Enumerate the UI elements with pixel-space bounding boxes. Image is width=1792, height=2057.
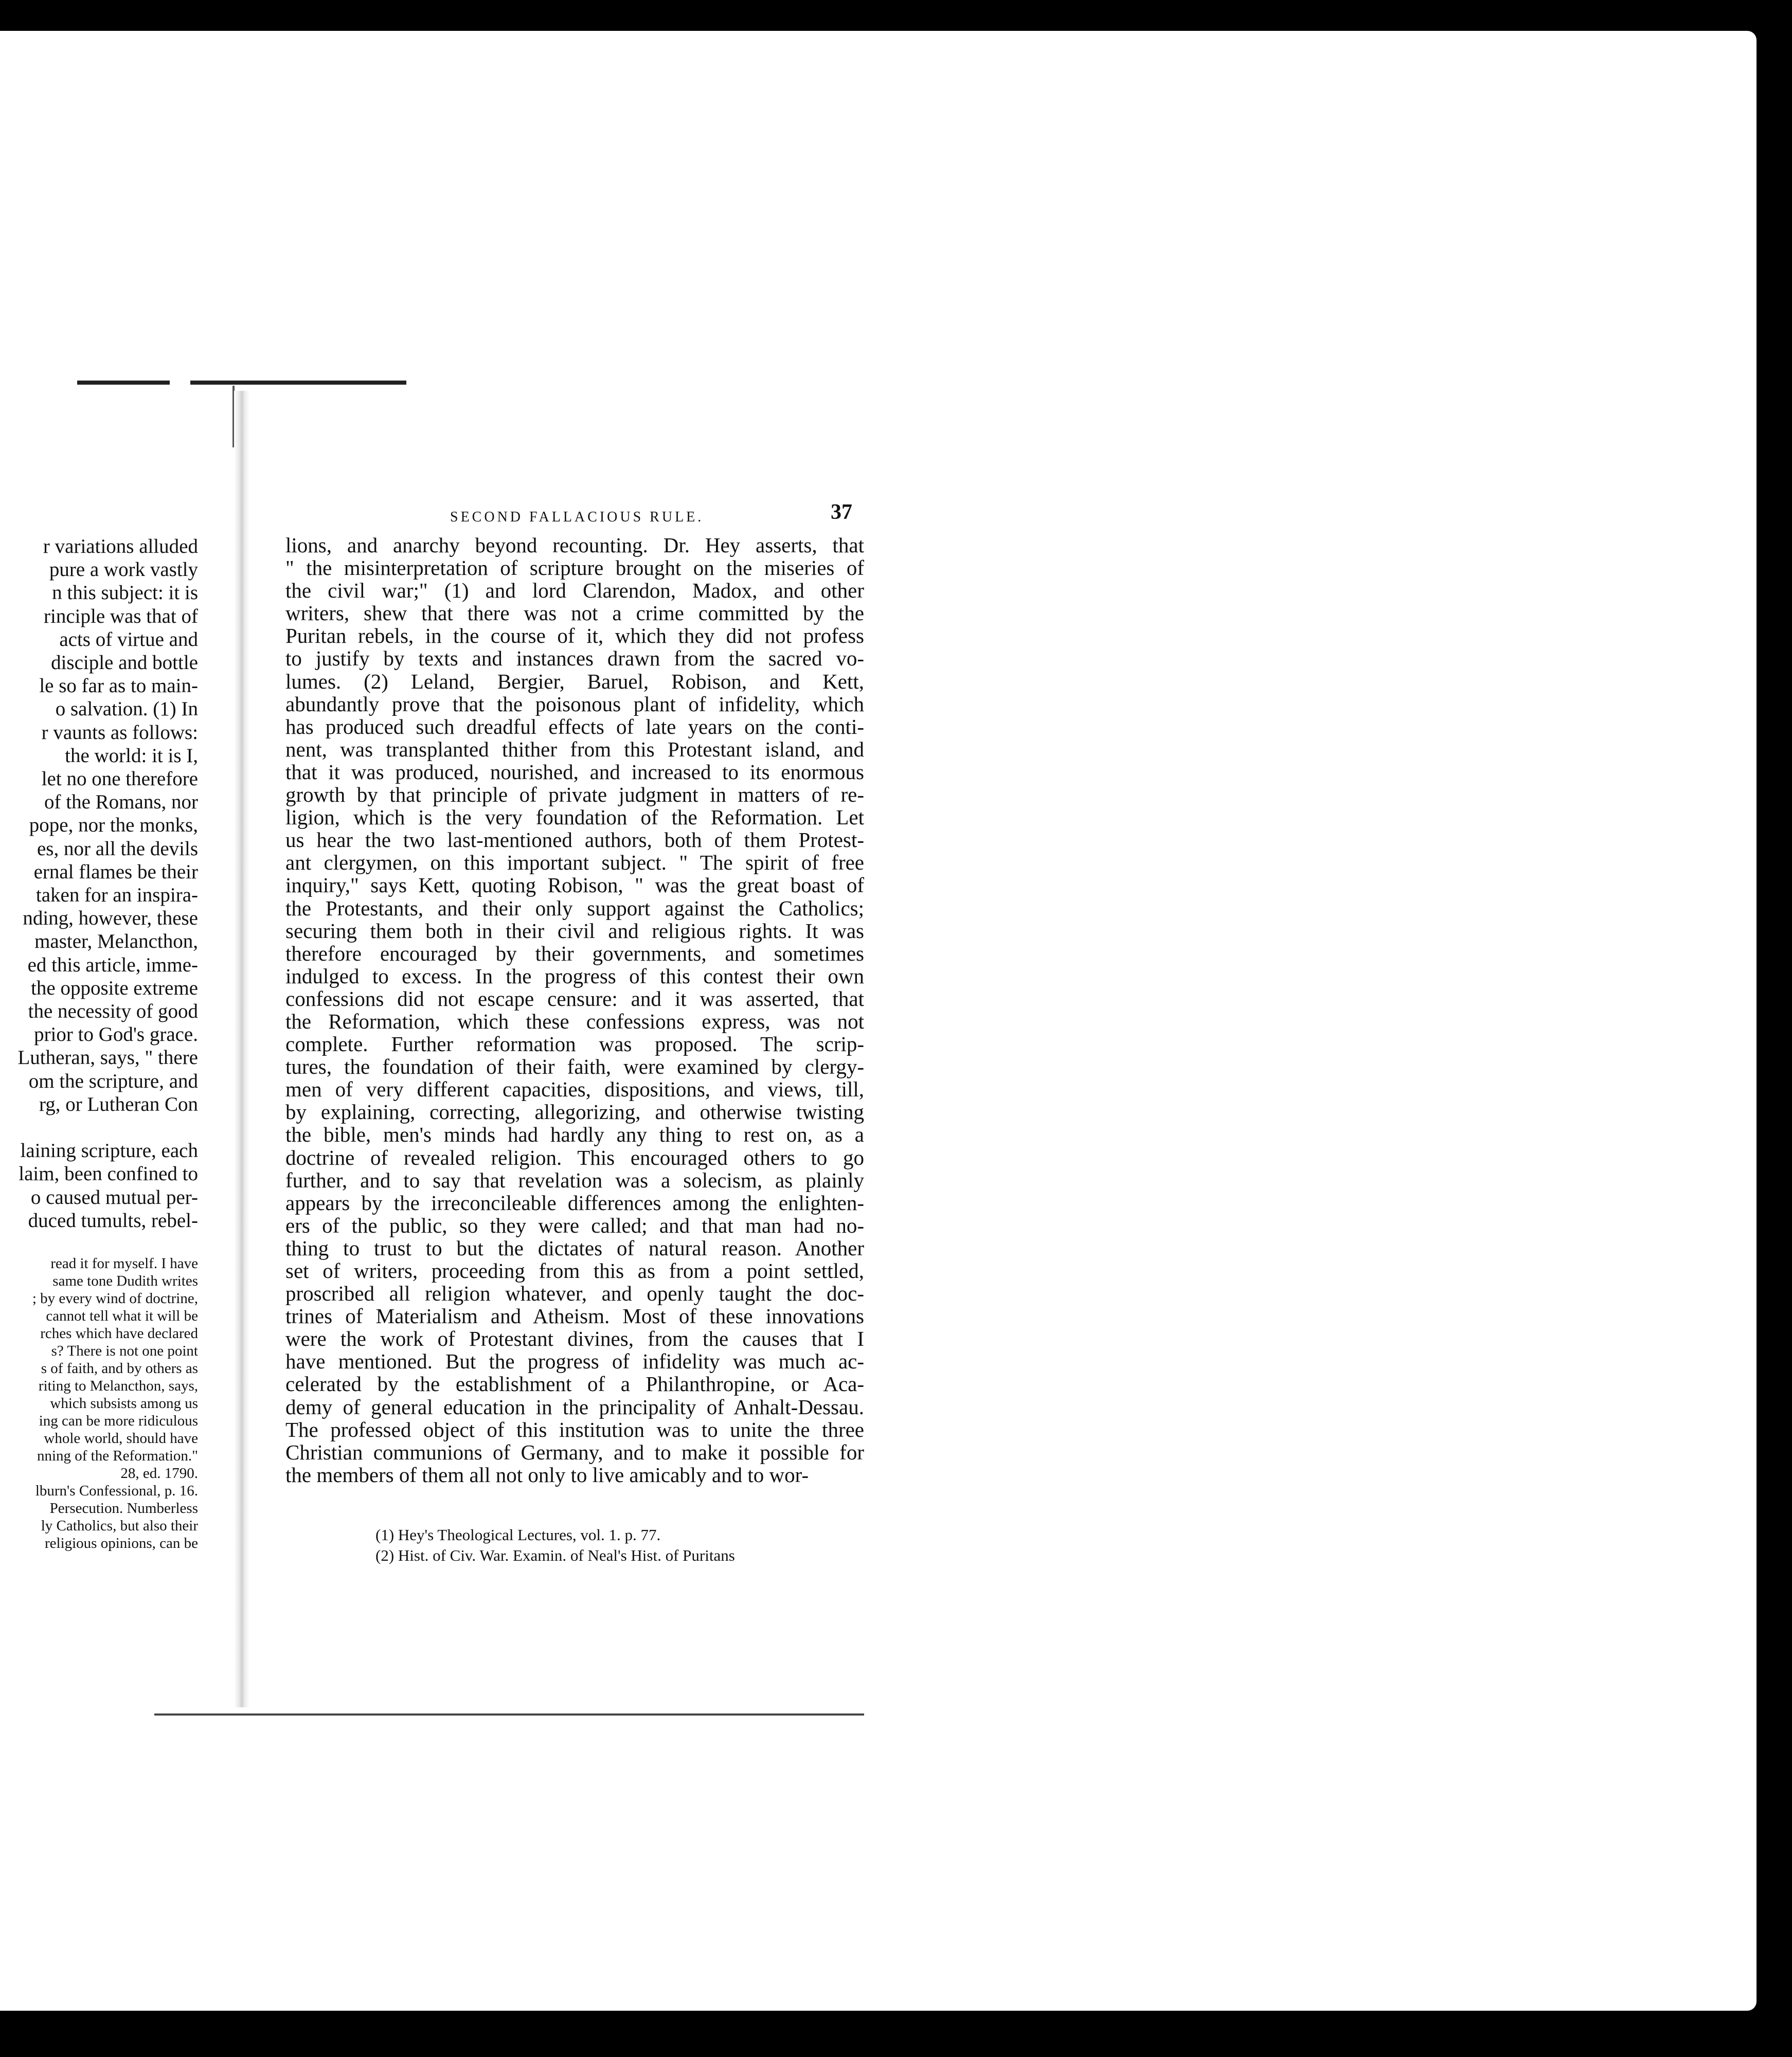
text-line: lions, and anarchy beyond recounting. Dr. Hey asserts, that — [285, 533, 864, 557]
fragment-line: taken for an inspira- — [35, 884, 198, 907]
fragment-note-line: cannot tell what it will be — [46, 1308, 198, 1324]
text-line: lumes. (2) Leland, Bergier, Baruel, Robison, and Kett, — [285, 669, 864, 693]
book-gutter — [234, 391, 249, 1707]
footnotes — [375, 1525, 890, 1566]
header-rule-left — [77, 381, 170, 385]
fragment-line: ed this article, imme- — [27, 953, 198, 976]
fragment-line: duced tumults, rebel- — [28, 1209, 198, 1232]
text-line: therefore encouraged by their governments, and sometimes — [285, 941, 864, 965]
fragment-line: laining scripture, each — [20, 1140, 198, 1162]
text-line: " the misinterpretation of scripture brought on the miseries of — [285, 556, 864, 580]
text-line: to justify by texts and instances drawn from the sacred vo- — [285, 646, 864, 671]
fragment-line: the necessity of good — [28, 1000, 198, 1023]
fragment-line: laim, been confined to — [19, 1163, 198, 1185]
text-line: that it was produced, nourished, and increased to its enormous — [285, 760, 864, 784]
text-line: the Reformation, which these confessions express, was not — [285, 1009, 864, 1033]
fragment-note-line: which subsists among us — [50, 1395, 198, 1412]
fragment-line: the opposite extreme — [31, 977, 198, 999]
fragment-line: the world: it is I, — [65, 744, 198, 767]
fragment-line: rinciple was that of — [44, 605, 198, 627]
text-line: us hear the two last-mentioned authors, both of them Protest- — [285, 828, 864, 852]
fragment-line: es, nor all the devils — [37, 837, 198, 860]
text-line: the bible, men's minds had hardly any thing to rest on, as a — [285, 1123, 864, 1147]
fragment-note-line: rches which have declared — [40, 1325, 198, 1342]
fragment-line: of the Romans, nor — [44, 791, 198, 814]
text-line: has produced such dreadful effects of late years on the conti- — [285, 714, 864, 738]
fragment-line: o salvation. (1) In — [55, 698, 198, 720]
fragment-line: le so far as to main- — [39, 675, 198, 697]
scanned-page — [0, 31, 1757, 2011]
fragment-note-line: 28, ed. 1790. — [120, 1465, 198, 1482]
facing-page-fragment — [0, 535, 198, 1232]
text-line: securing them both in their civil and religious rights. It was — [285, 918, 864, 943]
text-line: doctrine of revealed religion. This encouraged others to go — [285, 1145, 864, 1169]
fragment-note-line: s of faith, and by others as — [41, 1360, 198, 1377]
fragment-note-line: religious opinions, can be — [44, 1535, 198, 1551]
fragment-line: r vaunts as follows: — [41, 721, 198, 744]
fragment-note-line: ing can be more ridiculous — [39, 1413, 198, 1429]
text-line: were the work of Protestant divines, from the causes that I — [285, 1327, 864, 1351]
fragment-note-line: whole world, should have — [44, 1430, 198, 1447]
footnote: (1) Hey's Theological Lectures, vol. 1. p. 77. — [375, 1526, 661, 1544]
text-line: The professed object of this institution was to unite the three — [285, 1417, 864, 1441]
fragment-note-line: read it for myself. I have — [50, 1255, 198, 1272]
text-line: have mentioned. But the progress of infidelity was much ac- — [285, 1349, 864, 1374]
fragment-line: disciple and bottle — [51, 652, 198, 674]
text-line: abundantly prove that the poisonous plant of infidelity, which — [285, 692, 864, 716]
text-line: trines of Materialism and Atheism. Most of these innovations — [285, 1304, 864, 1328]
text-line: celerated by the establishment of a Philanthropine, or Aca- — [285, 1372, 864, 1396]
fragment-line: ernal flames be their — [33, 860, 198, 883]
fragment-note-line: riting to Melancthon, says, — [38, 1378, 198, 1394]
fragment-line: prior to God's grace. — [34, 1023, 198, 1046]
page-number: 37 — [831, 500, 852, 524]
fragment-line: rg, or Lutheran Con — [39, 1093, 198, 1115]
text-line: ant clergymen, on this important subject. " The spirit of free — [285, 851, 864, 875]
facing-page-notes — [0, 1255, 198, 1552]
fragment-note-line: Persecution. Numberless — [49, 1500, 198, 1517]
fragment-line — [0, 1116, 198, 1139]
text-line: men of very different capacities, dispositions, and views, till, — [285, 1077, 864, 1102]
text-line: demy of general education in the principality of Anhalt-Dessau. — [285, 1395, 864, 1419]
text-line: appears by the irreconcileable differences among the enlighten- — [285, 1190, 864, 1215]
footnote: (2) Hist. of Civ. War. Examin. of Neal's Hist. of Puritans — [375, 1546, 735, 1564]
text-line: complete. Further reformation was proposed. The scrip- — [285, 1032, 864, 1056]
fragment-note-line: nning of the Reformation." — [37, 1448, 198, 1464]
header-rule-right — [190, 381, 406, 385]
fragment-line: n this subject: it is — [52, 582, 198, 604]
text-line: Puritan rebels, in the course of it, which they did not profess — [285, 624, 864, 648]
text-line: confessions did not escape censure: and it was asserted, that — [285, 986, 864, 1011]
fragment-line: pope, nor the monks, — [29, 814, 198, 837]
fragment-line: r variations alluded — [43, 535, 198, 557]
text-line: Christian communions of Germany, and to make it possible for — [285, 1440, 864, 1464]
text-line: proscribed all religion whatever, and openly taught the doc- — [285, 1282, 864, 1306]
text-line: the Protestants, and their only support against the Catholics; — [285, 896, 864, 920]
fragment-note-line: ; by every wind of doctrine, — [32, 1290, 198, 1307]
text-line: indulged to excess. In the progress of this contest their own — [285, 964, 864, 988]
fragment-line: nding, however, these — [23, 907, 198, 930]
text-line: set of writers, proceeding from this as from a point settled, — [285, 1259, 864, 1283]
text-line: the members of them all not only to live amicably and to wor- — [285, 1463, 809, 1487]
text-line: tures, the foundation of their faith, were examined by clergy- — [285, 1055, 864, 1079]
fragment-line: acts of virtue and — [59, 628, 198, 651]
text-line: ers of the public, so they were called; and that man had no- — [285, 1213, 864, 1237]
text-line: the civil war;" (1) and lord Clarendon, Madox, and other — [285, 579, 864, 603]
fragment-line: o caused mutual per- — [30, 1186, 198, 1208]
fragment-note-line: s? There is not one point — [51, 1343, 198, 1359]
fragment-line: let no one therefore — [41, 768, 198, 790]
text-line: inquiry," says Kett, quoting Robison, " was the great boast of — [285, 873, 864, 897]
running-head: SECOND FALLACIOUS RULE. — [450, 509, 704, 525]
main-text — [285, 534, 864, 1486]
fragment-note-line: lburn's Confessional, p. 16. — [35, 1483, 198, 1499]
text-line: ligion, which is the very foundation of the Reformation. Let — [285, 805, 864, 829]
text-line: thing to trust to but the dictates of natural reason. Another — [285, 1236, 864, 1260]
fragment-note-line: same tone Dudith writes — [52, 1273, 198, 1289]
text-line: nent, was transplanted thither from this Protestant island, and — [285, 737, 864, 761]
bottom-rule — [154, 1713, 864, 1716]
text-line: writers, shew that there was not a crime committed by the — [285, 601, 864, 625]
fragment-line: Lutheran, says, " there — [17, 1046, 198, 1069]
fragment-note-line: ly Catholics, but also their — [41, 1518, 198, 1534]
fragment-line: master, Melancthon, — [34, 930, 198, 953]
fragment-line: pure a work vastly — [49, 558, 198, 581]
text-line: further, and to say that revelation was a solecism, as plainly — [285, 1168, 864, 1192]
fragment-line: om the scripture, and — [28, 1070, 198, 1092]
text-line: growth by that principle of private judgment in matters of re- — [285, 783, 864, 807]
text-line: by explaining, correcting, allegorizing, and otherwise twisting — [285, 1100, 864, 1124]
